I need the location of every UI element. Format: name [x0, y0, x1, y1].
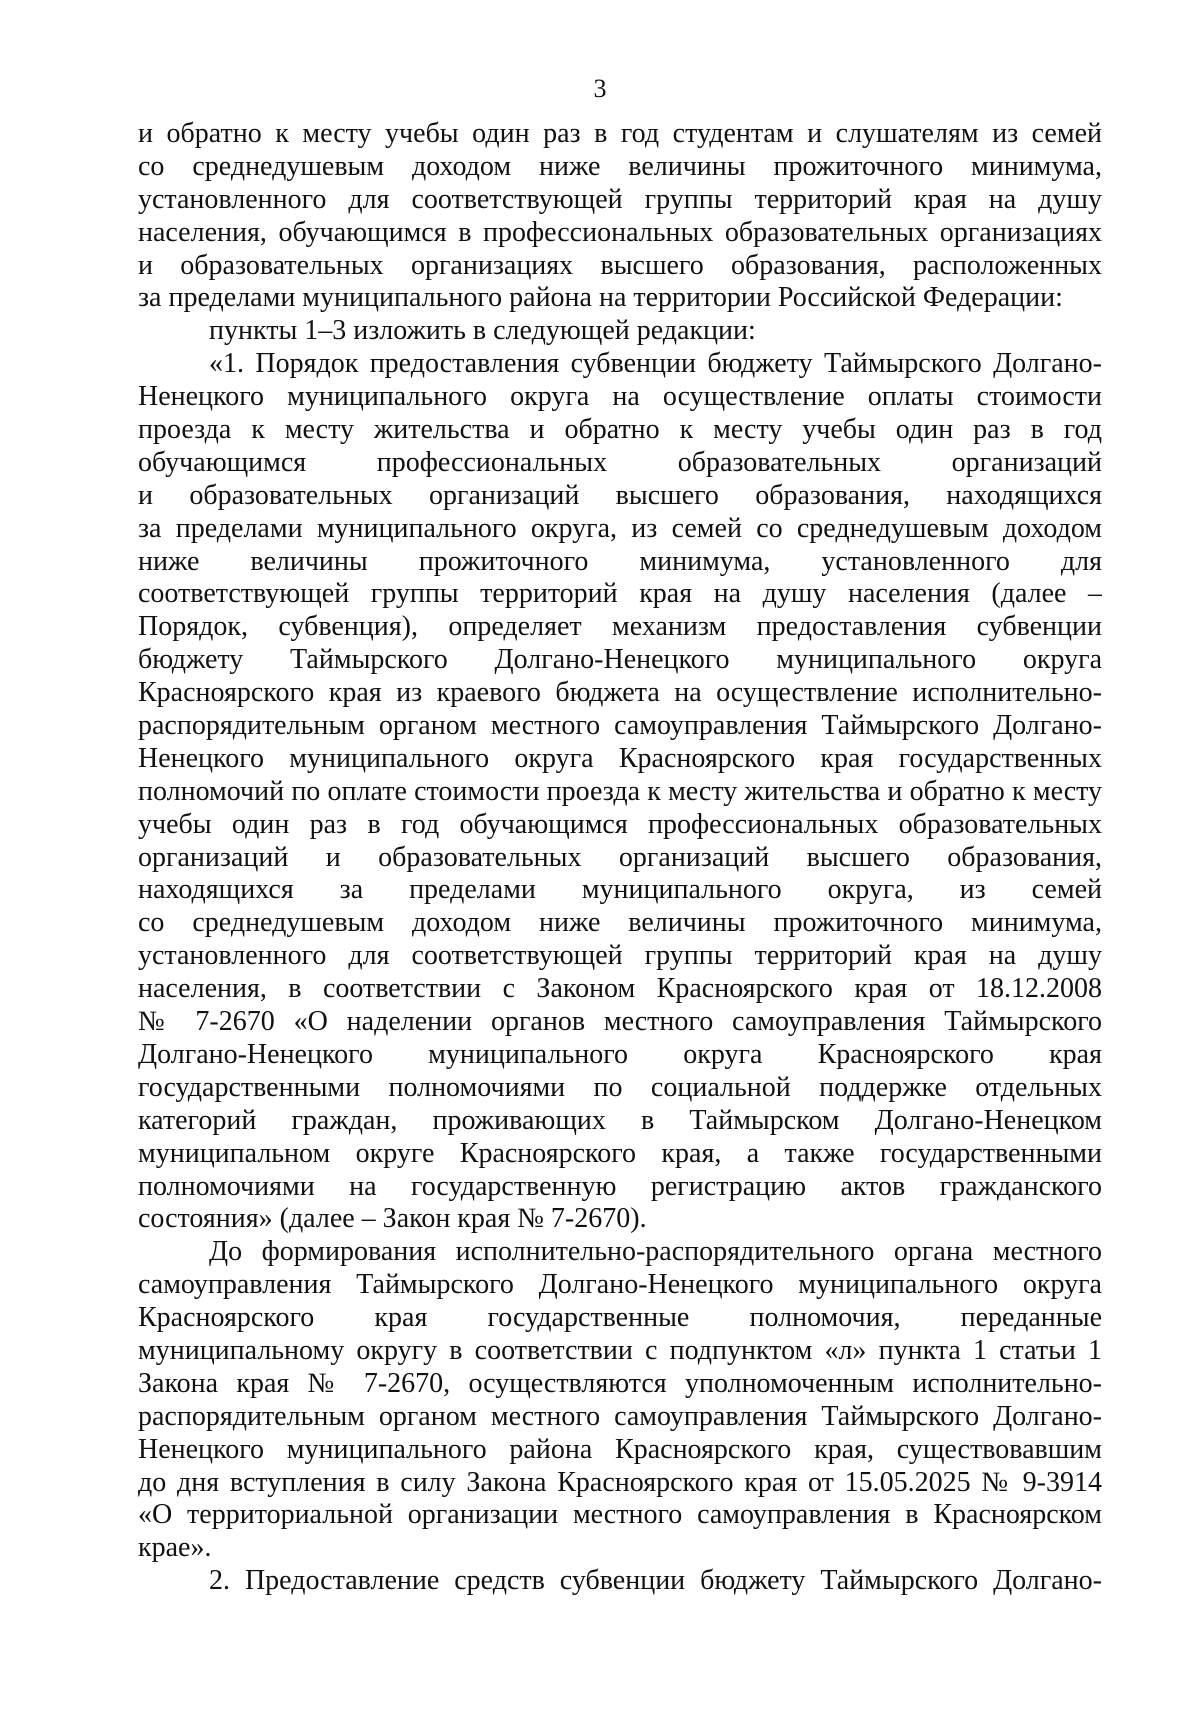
text-line: ниже величины прожиточного минимума, установленного для — [138, 545, 1102, 577]
text-line: Красноярского края государственные полномочия, переданные — [138, 1302, 1102, 1334]
text-line: проезда к месту жительства и обратно к месту учебы один раз в год — [138, 414, 1102, 446]
text-line: установленного для соответствующей группы территорий края на душу — [138, 183, 1102, 215]
text-line: состояния» (далее – Закон края № 7-2670). — [138, 1203, 647, 1235]
text-line: распорядительным органом местного самоуправления Таймырского Долгано- — [138, 1400, 1102, 1432]
text-line: государственными полномочиями по социальной поддержке отдельных — [138, 1071, 1102, 1103]
text-line: Ненецкого муниципального округа Красноярского края государственных — [138, 742, 1102, 774]
text-line: Красноярского края из краевого бюджета на осуществление исполнительно- — [138, 677, 1102, 709]
text-line: организаций и образовательных организаций высшего образования, — [138, 841, 1102, 873]
text-line: «1. Порядок предоставления субвенции бюджету Таймырского Долгано- — [209, 348, 1102, 380]
text-line: и образовательных организациях высшего образования, расположенных — [138, 249, 1102, 281]
text-line: и образовательных организаций высшего образования, находящихся — [138, 479, 1102, 511]
text-line: бюджету Таймырского Долгано-Ненецкого муниципального округа — [138, 644, 1102, 676]
text-line: населения, в соответствии с Законом Красноярского края от 18.12.2008 — [138, 973, 1102, 1005]
text-line: за пределами муниципального округа, из семей со среднедушевым доходом — [138, 512, 1102, 544]
text-line: до дня вступления в силу Закона Красноярского края от 15.05.2025 № 9-3914 — [138, 1466, 1102, 1498]
text-line: самоуправления Таймырского Долгано-Ненецкого муниципального округа — [138, 1269, 1102, 1301]
text-line: Закона края № 7-2670, осуществляются уполномоченным исполнительно- — [138, 1367, 1102, 1399]
text-line: полномочиями на государственную регистрацию актов гражданского — [138, 1170, 1102, 1202]
text-line: пункты 1–3 изложить в следующей редакции: — [209, 315, 756, 347]
text-line: обучающимся профессиональных образовательных организаций — [138, 446, 1102, 478]
text-line: Долгано-Ненецкого муниципального округа Красноярского края — [138, 1038, 1102, 1070]
text-line: со среднедушевым доходом ниже величины прожиточного минимума, — [138, 907, 1102, 939]
text-line: учебы один раз в год обучающимся профессиональных образовательных — [138, 808, 1102, 840]
text-line: муниципальному округу в соответствии с подпунктом «л» пункта 1 статьи 1 — [138, 1334, 1102, 1366]
text-line: № 7-2670 «О наделении органов местного самоуправления Таймырского — [138, 1006, 1102, 1038]
text-line: Порядок, субвенция), определяет механизм предоставления субвенции — [138, 611, 1102, 643]
text-line: и обратно к месту учебы один раз в год студентам и слушателям из семей — [138, 118, 1102, 149]
text-line: муниципальном округе Красноярского края, а также государственными — [138, 1137, 1102, 1169]
text-line: 2. Предоставление средств субвенции бюджету Таймырского Долгано- — [209, 1565, 1102, 1597]
text-line: со среднедушевым доходом ниже величины прожиточного минимума, — [138, 150, 1102, 182]
text-line: населения, обучающимся в профессиональных образовательных организациях — [138, 216, 1102, 248]
text-line: за пределами муниципального района на территории Российской Федерации: — [138, 282, 1063, 314]
text-line: «О территориальной организации местного самоуправления в Красноярском — [138, 1499, 1102, 1531]
text-line: До формирования исполнительно-распорядительного органа местного — [209, 1236, 1102, 1268]
text-line: Ненецкого муниципального района Красноярского края, существовавшим — [138, 1433, 1102, 1465]
page-number: 3 — [593, 74, 607, 103]
text-line: полномочий по оплате стоимости проезда к месту жительства и обратно к месту — [138, 775, 1102, 807]
text-line: соответствующей группы территорий края на душу населения (далее – — [138, 578, 1102, 610]
text-line: распорядительным органом местного самоуправления Таймырского Долгано- — [138, 710, 1102, 742]
document-body — [138, 118, 1102, 1598]
text-line: Ненецкого муниципального округа на осуществление оплаты стоимости — [138, 381, 1102, 413]
text-line: крае». — [138, 1532, 212, 1564]
text-line: категорий граждан, проживающих в Таймырском Долгано-Ненецком — [138, 1104, 1102, 1136]
text-line: находящихся за пределами муниципального округа, из семей — [138, 874, 1102, 906]
text-line: установленного для соответствующей группы территорий края на душу — [138, 940, 1102, 972]
